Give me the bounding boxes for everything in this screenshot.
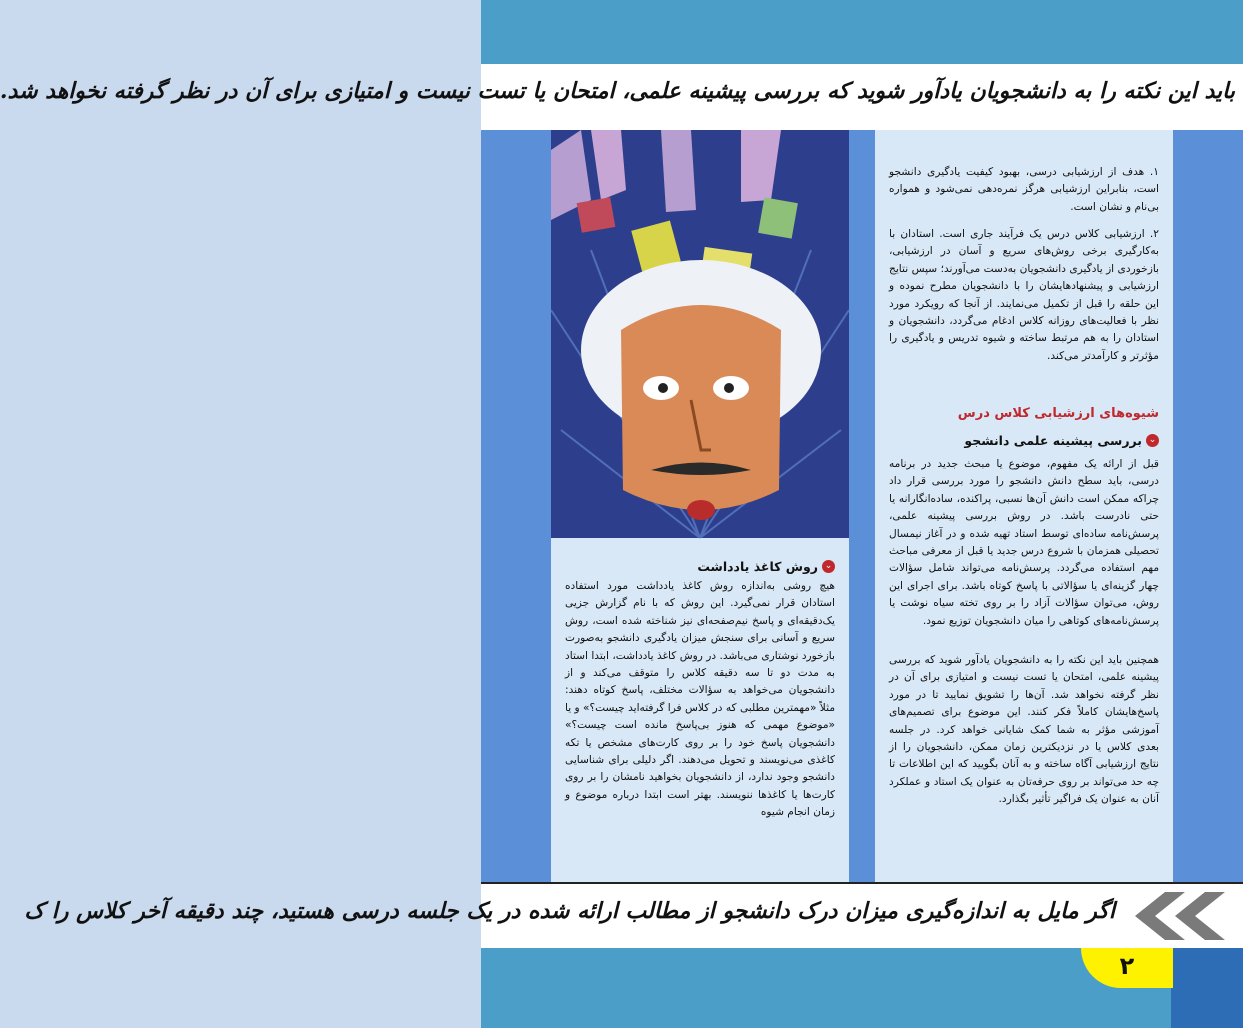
- top-band: [481, 0, 1243, 64]
- chevron-down-circle-icon: ⌄: [1146, 434, 1159, 447]
- column-divider: [849, 130, 875, 882]
- paragraph: قبل از ارائه یک مفهوم، موضوع یا مبحث جدید در برنامه درسی، باید سطح دانش دانشجو را مورد بررسی قرار داد چراکه ممکن است دانش آن‌ها نسبی، پراکنده، ساده‌انگارانه یا حتی نادرست باشد. در روش بررسی پیشینه علمی، پرسش‌نامه ساده‌ای توسط استاد تهیه شده و در آغاز نیمسال تحصیلی همزمان با شروع درس جدید یا قبل از معرفی مباحث مهم استفاده می‌گردد. پرسش‌نامه می‌تواند شامل سؤالات چهار گزینه‌ای یا سؤالاتی با پاسخ کوتاه باشد. برای اجرای این روش، می‌توان سؤالات آزاد را بر روی تخته سیاه نوشت یا پرسش‌نامه‌های کوتاهی را میان دانشجویان توزیع نمود.: [889, 458, 1159, 627]
- chevron-down-circle-icon: ⌄: [822, 560, 835, 573]
- paragraph: هیچ روشی به‌اندازه روش کاغذ یادداشت مورد استفاده استادان قرار نمی‌گیرد. این روش که با نام گزارش جزیی یک‌دقیقه‌ای و پاسخ نیم‌صفحه‌ای نیز شناخته شده است، روش سریع و آسانی برای سنجش میزان یادگیری دانشجو به‌صورت بازخورد نوشتاری می‌باشد. در روش کاغذ یادداشت، ابتدا استاد به مدت دو تا سه دقیقه کلاس را متوقف می‌کند و از دانشجویان می‌خواهد به سؤالات مختلف، پاسخ کوتاه دهند: مثلاً «مهمترین مطلبی که در کلاس فرا گرفته‌اید چیست؟» و یا «موضوع مهمی که هنوز بی‌پاسخ مانده است چیست؟» دانشجویان پاسخ خود را بر روی کارت‌های مشخص یا تکه کاغذی می‌نویسند و تحویل می‌دهند. اگر دلیلی برای شناسایی دانشجو وجود ندارد، از دانشجویان بخواهید نامشان را بر روی کارت‌ها یا کاغذها ننویسند. بهتر است ابتدا درباره موضوع و زمان انجام شیوه: [565, 580, 835, 819]
- top-quote-text: باید این نکته را به دانشجویان یادآور شوید که بررسی پیشینه علمی، امتحان یا تست نیست و امتیازی برای آن در نظر گرفته نخواهد شد.: [0, 78, 1235, 104]
- paragraph: همچنین باید این نکته را به دانشجویان یادآور شوید که بررسی پیشینه علمی، امتحان یا تست نیست و امتیازی برای آن در نظر گرفته نخواهد شد. آن‌ها را تشویق نمایید تا در مورد پاسخ‌هایشان کاملاً فکر کنند. این موضوع برای تصمیم‌های آموزشی مؤثر به شما کمک شایانی خواهد کرد. در جلسه بعدی کلاس یا در نزدیکترین زمان ممکن، دانشجویان را از نتایج ارزشیابی آگاه ساخته و به آنان بگویید که این اطلاعات تا چه حد می‌تواند بر روی حرفه‌تان به عنوان یک استاد و عملکرد آنان به عنوان یک فراگیر تأثیر بگذارد.: [889, 654, 1159, 806]
- page-corner-box: [1171, 948, 1243, 1028]
- subheading-row: [889, 430, 1159, 449]
- section-heading: شیوه‌های ارزشیابی کلاس درس: [957, 406, 1159, 421]
- illustration: [551, 130, 849, 538]
- page-number: ۲: [1119, 952, 1135, 980]
- right-column: [875, 130, 1173, 882]
- subheading: بررسی پیشینه علمی دانشجو: [964, 433, 1142, 448]
- list-item: ۱. هدف از ارزشیابی درسی، بهبود کیفیت یادگیری دانشجو است، بنابراین ارزشیابی هرگز نمره‌دهی نمی‌شود و همواره بی‌نام و نشان است.: [889, 166, 1159, 213]
- top-quote-banner: [0, 64, 1243, 132]
- right-margin-strip: [1173, 130, 1243, 882]
- face-illustration-icon: [551, 130, 849, 538]
- subheading: روش کاغذ یادداشت: [697, 559, 818, 574]
- bottom-quote-banner: [24, 882, 1243, 950]
- left-margin-strip: [481, 130, 551, 882]
- subheading-row: [565, 556, 835, 575]
- list-item: ۲. ارزشیابی کلاس درس یک فرآیند جاری است. استادان با به‌کارگیری برخی روش‌های سریع و آسان در ارزشیابی، بازخوردی از یادگیری دانشجویان به‌دست می‌آورند؛ سپس نتایج ارزشیابی و پیشنهادهایشان را با دانشجویان مطرح نموده و این حلقه را قبل از تکمیل می‌نمایند. از آنجا که رویکرد مورد نظر با فعالیت‌های روزانه کلاس ادغام می‌گردد، دانشجویان و استادان را به هم مرتبط ساخته و شیوه تدریس و یادگیری را مؤثرتر و کارآمدتر می‌کند.: [889, 228, 1159, 362]
- bottom-quote-text: اگر مایل به اندازه‌گیری میزان درک دانشجو از مطالب ارائه شده در یک جلسه درسی هستید، چند دقیقه آخر کلاس را ک: [24, 898, 1115, 924]
- double-chevron-left-icon: [1125, 892, 1235, 940]
